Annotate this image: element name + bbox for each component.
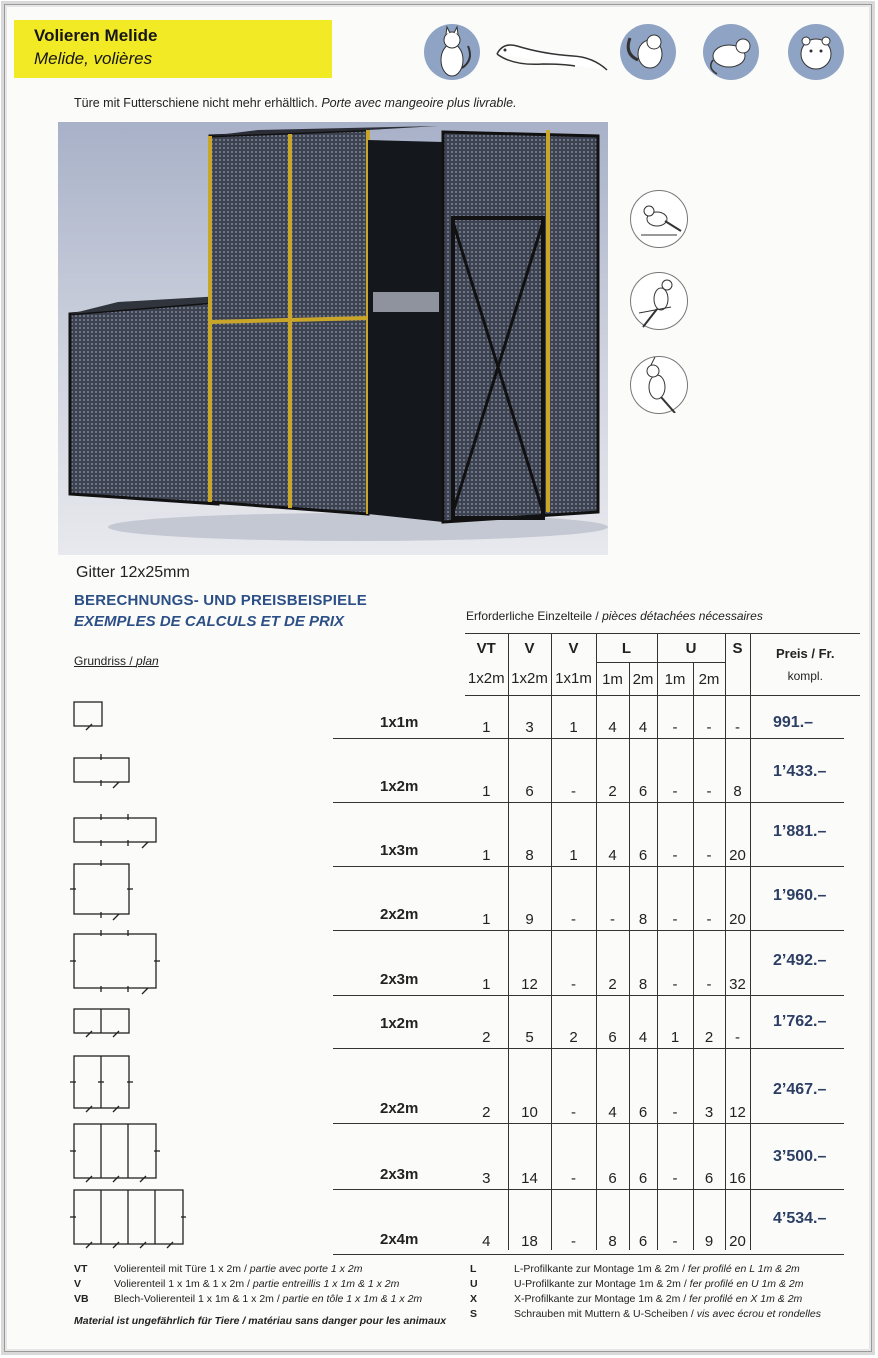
table-cell: 1 xyxy=(482,782,491,800)
table-cell: 3 xyxy=(693,1046,725,1121)
table-cell: 14 xyxy=(508,1121,551,1187)
calc-heading-fr: EXEMPLES DE CALCULS ET DE PRIX xyxy=(74,613,345,630)
cat-icon xyxy=(424,24,480,80)
table-cell: 12 xyxy=(725,1046,750,1121)
price-value: 1’762.– xyxy=(773,1013,827,1030)
table-cell: - xyxy=(551,1121,596,1187)
mesh-size-label: Gitter 12x25mm xyxy=(76,564,190,581)
price-value: 2’467.– xyxy=(773,1081,827,1098)
size-label: 2x4m xyxy=(380,1231,419,1248)
calc-heading-de: BERECHNUNGS- UND PREISBEISPIELE xyxy=(74,592,367,609)
table-cell: - xyxy=(657,864,693,928)
price-value: 1’960.– xyxy=(773,887,827,904)
table-cell: 2 xyxy=(596,736,629,800)
table-cell: 5 xyxy=(508,993,551,1046)
table-cell: - xyxy=(657,696,693,736)
table-cell: 8 xyxy=(508,800,551,864)
table-cell: - xyxy=(657,800,693,864)
page-title: Volieren Melide xyxy=(34,26,158,45)
table-cell: 2 xyxy=(551,993,596,1046)
price-value: 1’433.– xyxy=(773,763,827,780)
table-cell: - xyxy=(657,1187,693,1250)
table-cell: 9 xyxy=(508,864,551,928)
table-cell: 32 xyxy=(725,928,750,993)
legend-left: VT Volierenteil mit Türe 1 x 2m / partie avec porte 1 x 2m V Volierenteil 1 x 1m & 1 x 2m / partie entreillis 1 x 1m & 1 x 2m VB Blech-Volierenteil 1 x 1m & 1 x 2m / partie en tôle 1 x 1m & 1 x 2m xyxy=(74,1263,423,1305)
table-cell: 1 xyxy=(657,993,693,1046)
table-cell: 6 xyxy=(596,1121,629,1187)
table-cell: 3 xyxy=(508,696,551,736)
row-divider xyxy=(333,1048,844,1049)
budgie-icon xyxy=(630,272,688,330)
table-cell: 18 xyxy=(508,1187,551,1250)
material-note: Material ist ungefährlich für Tiere / matériau sans danger pour les animaux xyxy=(74,1315,447,1327)
table-cell: 1 xyxy=(551,696,596,736)
availability-notice: Türe mit Futterschiene nicht mehr erhältlich. Porte avec mangeoire plus livrable. xyxy=(74,96,517,110)
table-cell: 1 xyxy=(482,846,491,864)
col-head-vt: VT xyxy=(476,639,496,657)
table-cell: 2 xyxy=(693,993,725,1046)
sub-head xyxy=(725,663,750,696)
hamster-icon xyxy=(788,24,844,80)
table-cell: 6 xyxy=(629,1187,657,1250)
table-cell: 4 xyxy=(629,993,657,1046)
row-divider xyxy=(333,1254,844,1255)
table-cell: - xyxy=(693,696,725,736)
col-head-u: U xyxy=(657,634,725,663)
aviary-photo xyxy=(58,122,608,555)
table-cell: 9 xyxy=(693,1187,725,1250)
price-value: 2’492.– xyxy=(773,952,827,969)
table-cell: 2 xyxy=(482,1103,491,1121)
table-cell: 1 xyxy=(482,975,491,993)
size-label: 2x3m xyxy=(380,971,419,988)
price-value: 3’500.– xyxy=(773,1148,827,1165)
floor-plan-diagrams xyxy=(68,696,188,1256)
row-divider xyxy=(333,738,844,739)
size-label: 2x3m xyxy=(380,1166,419,1183)
table-cell: - xyxy=(693,800,725,864)
table-cell: - xyxy=(657,928,693,993)
table-cell: 1 xyxy=(551,800,596,864)
parts-header: Erforderliche Einzelteile / pièces détachées nécessaires xyxy=(466,609,763,623)
row-divider xyxy=(333,995,844,996)
price-value: 991.– xyxy=(773,714,814,731)
plan-header: Grundriss / plan xyxy=(74,654,159,668)
size-label: 1x1m xyxy=(380,714,419,731)
table-cell: 10 xyxy=(508,1046,551,1121)
table-cell: 6 xyxy=(596,993,629,1046)
page-subtitle: Melide, volières xyxy=(34,49,153,68)
canary-icon xyxy=(630,190,688,248)
table-cell: 6 xyxy=(629,1046,657,1121)
col-head-v1: V xyxy=(551,634,596,663)
row-divider xyxy=(333,866,844,867)
table-cell: 6 xyxy=(508,736,551,800)
col-head-v2: V xyxy=(508,634,551,663)
table-cell: 3 xyxy=(482,1169,491,1187)
price-value: 4’534.– xyxy=(773,1210,827,1227)
size-label: 1x2m xyxy=(380,1015,419,1032)
table-cell: 8 xyxy=(629,864,657,928)
table-cell: 2 xyxy=(482,1028,491,1046)
size-label: 1x2m xyxy=(380,778,419,795)
table-cell: - xyxy=(725,696,750,736)
sub-head: 1x2m xyxy=(508,663,551,696)
table-cell: - xyxy=(596,864,629,928)
row-divider xyxy=(333,1189,844,1190)
table-cell: - xyxy=(725,993,750,1046)
ferret-icon xyxy=(493,24,549,80)
table-cell: 8 xyxy=(629,928,657,993)
table-cell: - xyxy=(693,736,725,800)
table-cell: 6 xyxy=(629,736,657,800)
sub-head: 1m xyxy=(657,663,693,696)
table-cell: 20 xyxy=(725,864,750,928)
size-label: 2x2m xyxy=(380,906,419,923)
table-cell: - xyxy=(551,1187,596,1250)
table-cell: 6 xyxy=(693,1121,725,1187)
table-cell: - xyxy=(551,864,596,928)
col-head-price: Preis / Fr. kompl. xyxy=(750,634,860,696)
row-divider xyxy=(333,930,844,931)
sub-head: 1x1m xyxy=(551,663,596,696)
legend-right: L L-Profilkante zur Montage 1m & 2m / fer profilé en L 1m & 2m U U-Profilkante zur Montage 1m & 2m / fer profilé en U 1m & 2m X X-Profilkante zur Montage 1m & 2m / fer profilé en X 1m & 2m S Schrauben mit Muttern & U-Scheiben / vis avec écrou et rondelles xyxy=(470,1263,822,1320)
table-cell: - xyxy=(693,864,725,928)
size-label: 2x2m xyxy=(380,1100,419,1117)
table-cell: 16 xyxy=(725,1121,750,1187)
row-divider xyxy=(333,1123,844,1124)
sub-head: 2m xyxy=(629,663,657,696)
table-cell: - xyxy=(657,1046,693,1121)
table-cell: 20 xyxy=(725,800,750,864)
table-cell: 4 xyxy=(596,696,629,736)
chipmunk-icon xyxy=(620,24,676,80)
table-cell: 4 xyxy=(629,696,657,736)
sub-head: 1x2m xyxy=(467,670,505,688)
table-cell: - xyxy=(657,736,693,800)
table-cell: - xyxy=(657,1121,693,1187)
sub-head: 1m xyxy=(596,663,629,696)
table-cell: 8 xyxy=(725,736,750,800)
table-cell: 20 xyxy=(725,1187,750,1250)
table-cell: 8 xyxy=(596,1187,629,1250)
size-label: 1x3m xyxy=(380,842,419,859)
cockatiel-icon xyxy=(630,356,688,414)
row-divider xyxy=(333,802,844,803)
sub-head: 2m xyxy=(693,663,725,696)
table-cell: 12 xyxy=(508,928,551,993)
table-cell: 4 xyxy=(596,800,629,864)
table-cell: 4 xyxy=(482,1232,491,1250)
col-head-l: L xyxy=(596,634,657,663)
table-cell: 4 xyxy=(596,1046,629,1121)
rat-icon xyxy=(703,24,759,80)
table-cell: - xyxy=(551,1046,596,1121)
col-head-s: S xyxy=(725,634,750,663)
table-cell: 1 xyxy=(482,910,491,928)
table-cell: 1 xyxy=(482,718,491,736)
table-cell: - xyxy=(551,736,596,800)
table-cell: 2 xyxy=(596,928,629,993)
price-value: 1’881.– xyxy=(773,823,827,840)
table-cell: - xyxy=(551,928,596,993)
table-cell: - xyxy=(693,928,725,993)
table-cell: 6 xyxy=(629,1121,657,1187)
table-cell: 6 xyxy=(629,800,657,864)
